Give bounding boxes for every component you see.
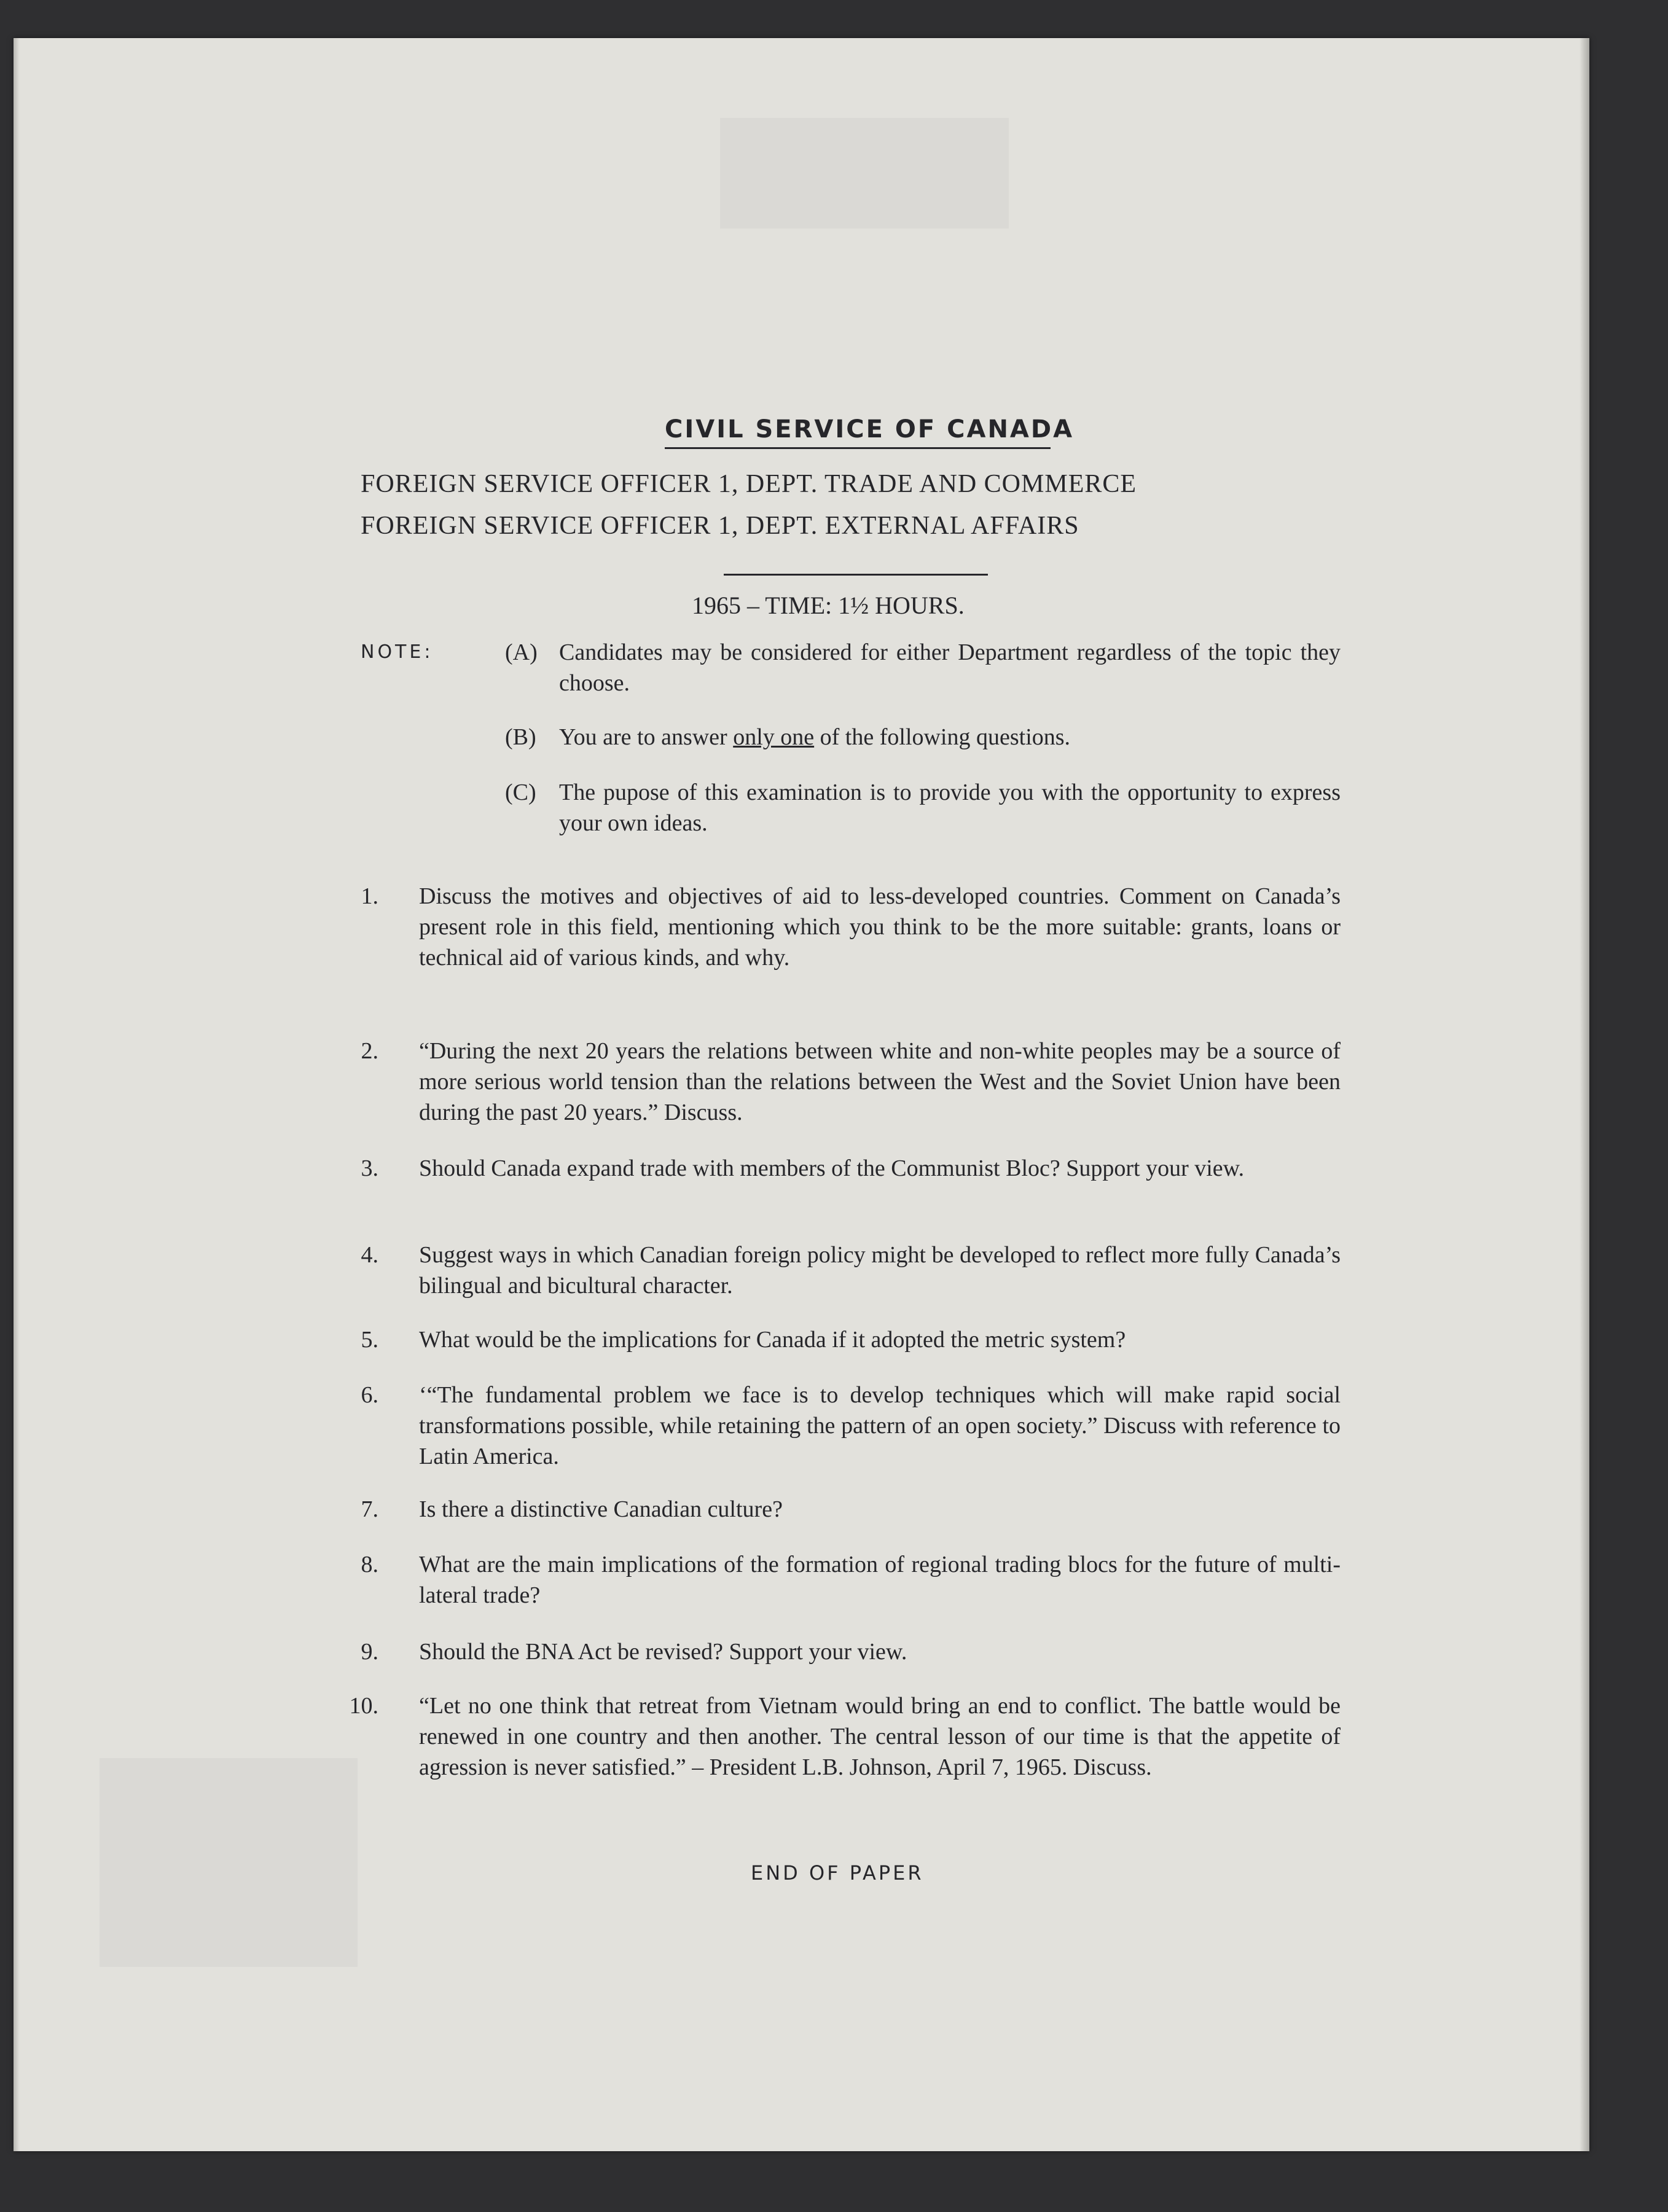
question-text: “During the next 20 years the relations between white and non-white peoples may be a source of more serious world tension than the relations between the West and the Soviet Union have been during the past 20 years.” Discuss. — [419, 1038, 1341, 1125]
note-text: Candidates may be considered for either Department regardless of the topic they choose. — [559, 639, 1341, 696]
question-number: 4. — [361, 1242, 378, 1268]
note-item-a — [505, 637, 1341, 698]
note-mark: (B) — [505, 724, 536, 750]
note-text-pre: You are to answer — [559, 724, 734, 750]
question-text: Should the BNA Act be revised? Support your view. — [419, 1639, 907, 1665]
note-text: The pupose of this examination is to provide you with the opportunity to express your own ideas. — [559, 780, 1341, 836]
note-mark: (C) — [505, 780, 536, 805]
question-4 — [358, 1240, 1341, 1301]
note-text-underlined: only one — [733, 724, 815, 750]
question-2 — [358, 1036, 1341, 1128]
divider-rule — [724, 574, 988, 576]
question-number: 1. — [361, 883, 378, 909]
question-3 — [358, 1153, 1341, 1184]
question-text: “Let no one think that retreat from Vietnam would bring an end to conflict. The battle would be renewed in one country and then another. The central lesson of our time is that the appetite of agression is never satisfied.” – President L.B. Johnson, April 7, 1965. Discuss. — [419, 1693, 1341, 1780]
page-title: CIVIL SERVICE OF CANADA — [665, 415, 1075, 444]
question-9 — [358, 1636, 1341, 1667]
question-number: 10. — [349, 1693, 378, 1719]
subtitle-external: FOREIGN SERVICE OFFICER 1, DEPT. EXTERNAL AFFAIRS — [361, 512, 1079, 540]
question-text: Suggest ways in which Canadian foreign policy might be developed to reflect more fully Canada’s bilingual and bicultural character. — [419, 1242, 1341, 1299]
exam-content — [14, 38, 1589, 2151]
question-text: Discuss the motives and objectives of aid to less-developed countries. Comment on Canada’s present role in this field, mentioning which you think to be the more suitable: grants, loans or technical aid of various kinds, and why. — [419, 883, 1341, 971]
question-8 — [358, 1549, 1341, 1611]
question-6 — [358, 1380, 1341, 1472]
time-allowed: 1965 – TIME: 1½ HOURS. — [692, 592, 965, 619]
question-text: Should Canada expand trade with members of the Communist Bloc? Support your view. — [419, 1155, 1245, 1181]
title-underline — [665, 447, 1051, 449]
note-mark: (A) — [505, 639, 538, 665]
note-label: NOTE: — [361, 641, 434, 663]
question-text: What would be the implications for Canada if it adopted the metric system? — [419, 1327, 1126, 1353]
question-5 — [358, 1324, 1341, 1355]
question-number: 8. — [361, 1552, 378, 1577]
question-number: 3. — [361, 1155, 378, 1181]
note-item-b — [505, 722, 1341, 752]
note-text-post: of the following questions. — [814, 724, 1071, 750]
subtitle-trade: FOREIGN SERVICE OFFICER 1, DEPT. TRADE AND COMMERCE — [361, 470, 1137, 498]
question-number: 7. — [361, 1496, 378, 1522]
question-10 — [349, 1690, 1341, 1783]
question-text: What are the main implications of the formation of regional trading blocs for the future of multi-lateral trade? — [419, 1552, 1341, 1608]
note-text — [559, 722, 1341, 752]
note-item-c — [505, 777, 1341, 838]
question-text: Is there a distinctive Canadian culture? — [419, 1496, 783, 1522]
question-text: ‘“The fundamental problem we face is to develop techniques which will make rapid social transformations possible, while retaining the pattern of an open society.” Discuss with reference to Latin America. — [419, 1382, 1341, 1469]
question-1 — [358, 881, 1341, 973]
question-number: 2. — [361, 1038, 378, 1064]
question-7 — [358, 1494, 1341, 1525]
question-number: 6. — [361, 1382, 378, 1408]
question-number: 9. — [361, 1639, 378, 1665]
exam-page — [14, 38, 1589, 2151]
question-number: 5. — [361, 1327, 378, 1353]
end-of-paper: END OF PAPER — [751, 1861, 924, 1885]
